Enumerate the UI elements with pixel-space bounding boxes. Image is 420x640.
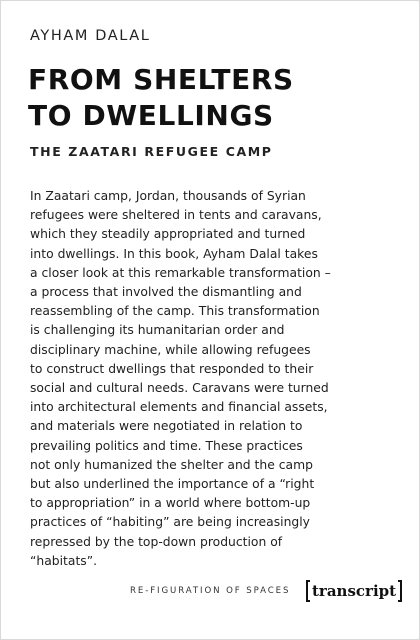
blurb-line: into dwellings. In this book, Ayham Dalal takes [30,246,318,261]
blurb-line: a process that involved the dismantling and [30,285,302,300]
title-line: FROM SHELTERS [28,63,294,96]
right-bracket-icon [398,580,402,602]
blurb-line: repressed by the top-down production of [30,534,283,549]
blurb-line: “habitats”. [30,553,98,568]
publisher-name: transcript [312,582,397,600]
blurb-line: a closer look at this remarkable transformation – [30,265,331,280]
left-bracket-icon [306,580,310,602]
blurb-line: In Zaatari camp, Jordan, thousands of Syrian [30,189,306,203]
blurb-line: to construct dwellings that responded to their [30,361,314,376]
blurb-line: prevailing politics and time. These practices [30,438,303,453]
blurb-line: into architectural elements and financial assets, [30,400,328,415]
blurb-line: is challenging its humanitarian order and [30,323,285,338]
book-subtitle: THE ZAATARI REFUGEE CAMP [30,144,273,159]
blurb-line: and materials were negotiated in relation to [30,419,303,434]
blurb-line: but also underlined the importance of a “right [30,477,315,492]
blurb-line: to appropriation” in a world where bottom-up [30,496,311,511]
blurb-line: which they steadily appropriated and turned [30,227,306,242]
blurb-line: disciplinary machine, while allowing refugees [30,342,311,357]
blurb-line: reassembling of the camp. This transformation [30,304,320,319]
blurb-line: refugees were sheltered in tents and caravans, [30,208,322,223]
blurb-line: social and cultural needs. Caravans were turned [30,381,329,396]
book-title [28,62,294,134]
blurb-text [30,187,398,571]
title-line: TO DWELLINGS [28,99,274,132]
publisher-logo [306,578,402,604]
series-name: RE-FIGURATION OF SPACES [130,586,291,596]
author-name: AYHAM DALAL [30,28,151,44]
blurb-line: not only humanized the shelter and the camp [30,457,313,472]
blurb-line: practices of “habiting” are being increasingly [30,515,310,530]
